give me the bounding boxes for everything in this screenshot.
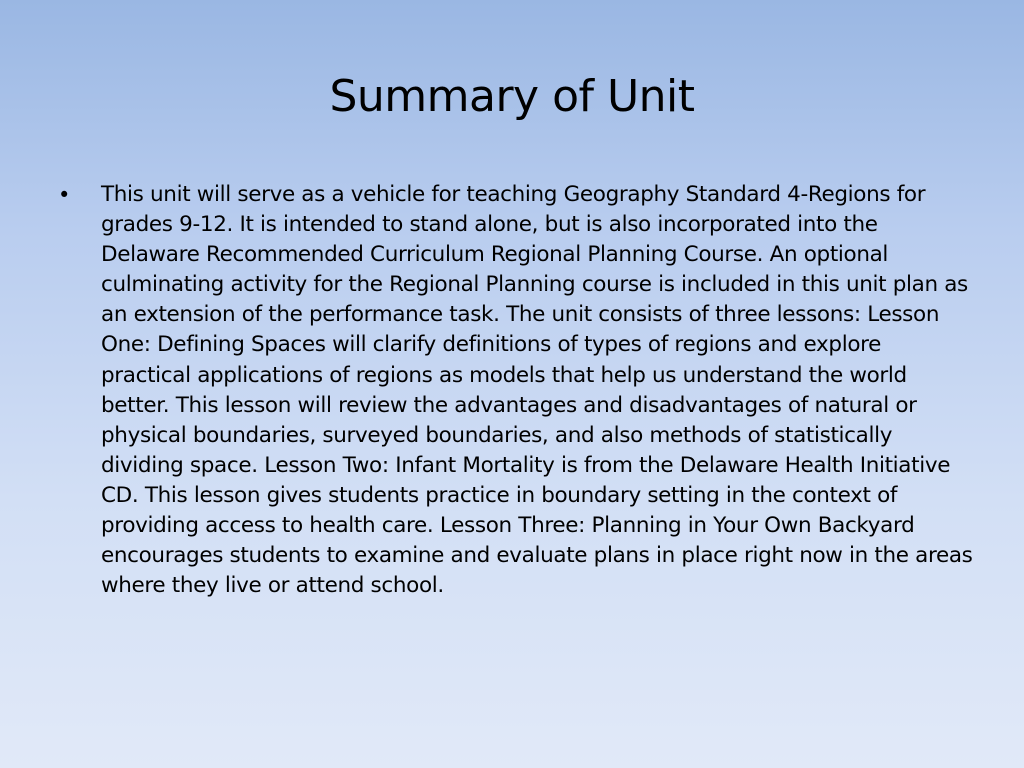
bullet-item	[56, 180, 976, 601]
slide-title: Summary of Unit	[329, 71, 695, 122]
bullet-list	[56, 180, 976, 601]
summary-paragraph: This unit will serve as a vehicle for teaching Geography Standard 4-Regions for grades 9-12. It is intended to stand alone, but is also incorporated into the Delaware Recommended Curriculum Regional Planning Course. An optional culminating activity for the Regional Planning course is included in this unit plan as an extension of the performance task. The unit consists of three lessons: Lesson One: Defining Spaces will clarify definitions of types of regions and explore practical applications of regions as models that help us understand the world better. This lesson will review the advantages and disadvantages of natural or physical boundaries, surveyed boundaries, and also methods of statistically dividing space. Lesson Two: Infant Mortality is from the Delaware Health Initiative CD. This lesson gives students practice in boundary setting in the context of providing access to health care. Lesson Three: Planning in Your Own Backyard encourages students to examine and evaluate plans in place right now in the areas where they live or attend school.	[101, 182, 973, 599]
bullet-marker: •	[58, 183, 71, 207]
